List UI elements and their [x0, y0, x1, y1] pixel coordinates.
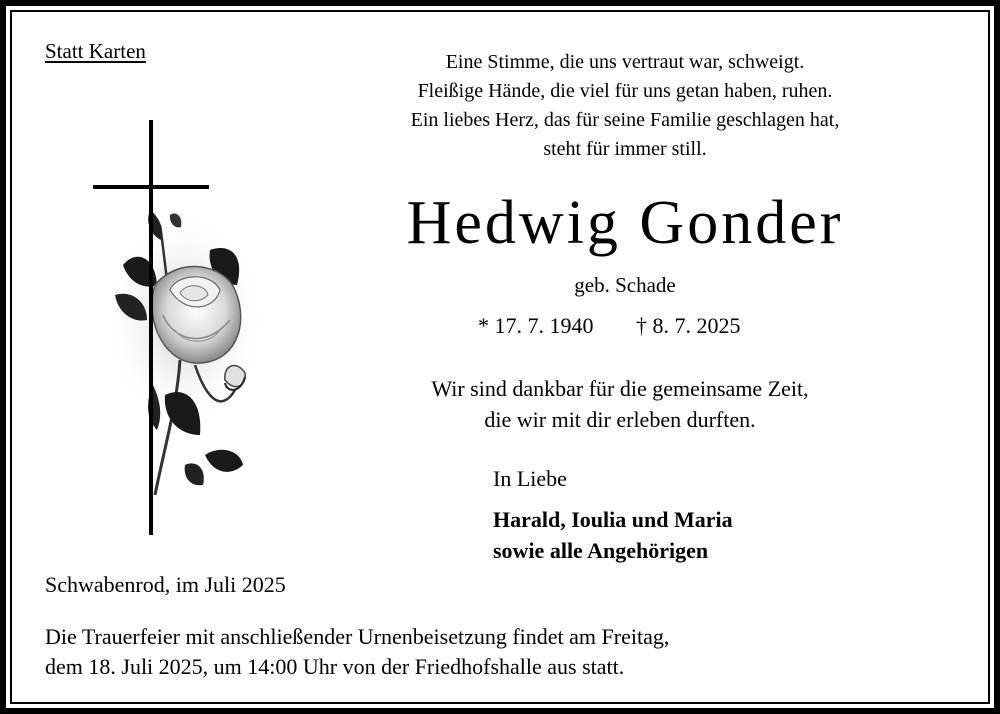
statt-karten-label: Statt Karten — [45, 39, 146, 63]
service-announcement — [45, 622, 669, 682]
poem-line: Fleißige Hände, die viel für uns getan haben, ruhen. — [417, 80, 833, 102]
birth-date: * 17. 7. 1940 — [478, 313, 594, 338]
poem-line: Ein liebes Herz, das für seine Familie geschlagen hat, — [410, 109, 840, 131]
thanks-line: Wir sind dankbar für die gemeinsame Zeit, — [431, 376, 809, 401]
thanks-line: die wir mit dir erleben durften. — [484, 407, 756, 432]
family-signature — [493, 504, 733, 566]
poem-line: Eine Stimme, die uns vertraut war, schweigt. — [445, 51, 805, 73]
service-line: Die Trauerfeier mit anschließender Urnenbeisetzung findet am Freitag, — [45, 624, 670, 649]
death-date: † 8. 7. 2025 — [636, 313, 741, 338]
poem-line: steht für immer still. — [543, 138, 707, 160]
family-line: Harald, Ioulia und Maria — [493, 507, 733, 532]
poem-block — [360, 48, 890, 164]
family-line: sowie alle Angehörigen — [493, 538, 709, 563]
place-date: Schwabenrod, im Juli 2025 — [45, 572, 286, 597]
service-line: dem 18. Juli 2025, um 14:00 Uhr von der Friedhofshalle aus statt. — [45, 654, 625, 679]
thanks-block — [380, 373, 860, 435]
cross-with-rose-icon — [85, 115, 275, 540]
in-liebe-label: In Liebe — [493, 466, 567, 491]
deceased-name: Hedwig Gonder — [406, 189, 844, 257]
maiden-name: geb. Schade — [574, 273, 676, 297]
